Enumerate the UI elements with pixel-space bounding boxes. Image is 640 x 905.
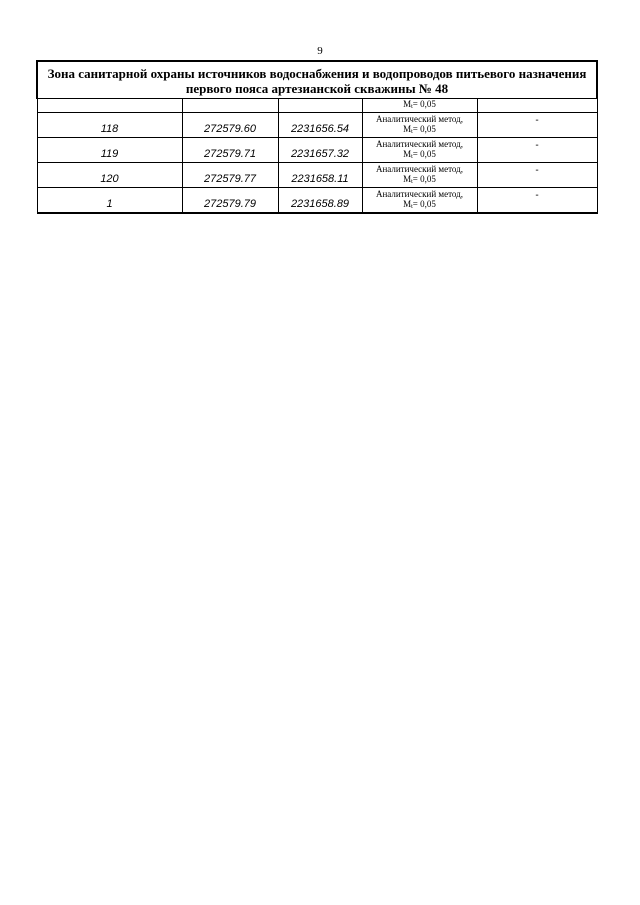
table-cell-num: 118 [37, 113, 182, 138]
table-cell-method: Аналитический метод, $M_t= 0,05$ [362, 113, 477, 138]
table-cell-x: 272579.79 [182, 188, 278, 214]
table-cell-x: 272579.77 [182, 163, 278, 188]
table-cell-num: 119 [37, 138, 182, 163]
table-title-line2: первого пояса артезианской скважины № 48 [185, 81, 449, 96]
table-cell-extra: - [477, 113, 597, 138]
table-cell-y: 2231657.32 [278, 138, 362, 163]
table-cell-method: $M_t= 0,05$ [362, 99, 477, 113]
table-cell-method: Аналитический метод, $M_t= 0,05$ [362, 138, 477, 163]
table-cell-x: 272579.71 [182, 138, 278, 163]
table-cell-method: Аналитический метод, $M_t= 0,05$ [362, 188, 477, 214]
table-cell-num [37, 99, 182, 113]
table-row [37, 163, 597, 188]
page-number: 9 [317, 45, 323, 57]
table-row [37, 188, 597, 214]
table-cell-num: 120 [37, 163, 182, 188]
table-row [37, 99, 597, 113]
table-title [37, 61, 597, 99]
coordinates-table [36, 60, 598, 214]
table-title-line1: Зона санитарной охраны источников водоснабжения и водопроводов питьевого назначения [47, 66, 587, 81]
table-row [37, 113, 597, 138]
table-cell-extra: - [477, 188, 597, 214]
table-cell-y: 2231658.89 [278, 188, 362, 214]
table-cell-method: Аналитический метод, $M_t= 0,05$ [362, 163, 477, 188]
table-cell-extra: - [477, 138, 597, 163]
table-cell-extra: - [477, 163, 597, 188]
table-cell-y: 2231658.11 [278, 163, 362, 188]
table-cell-x: 272579.60 [182, 113, 278, 138]
table-cell-num: 1 [37, 188, 182, 214]
table-cell-y: 2231656.54 [278, 113, 362, 138]
table-cell-x [182, 99, 278, 113]
table-cell-y [278, 99, 362, 113]
table-cell-extra [477, 99, 597, 113]
title-row [37, 61, 597, 99]
table-row [37, 138, 597, 163]
